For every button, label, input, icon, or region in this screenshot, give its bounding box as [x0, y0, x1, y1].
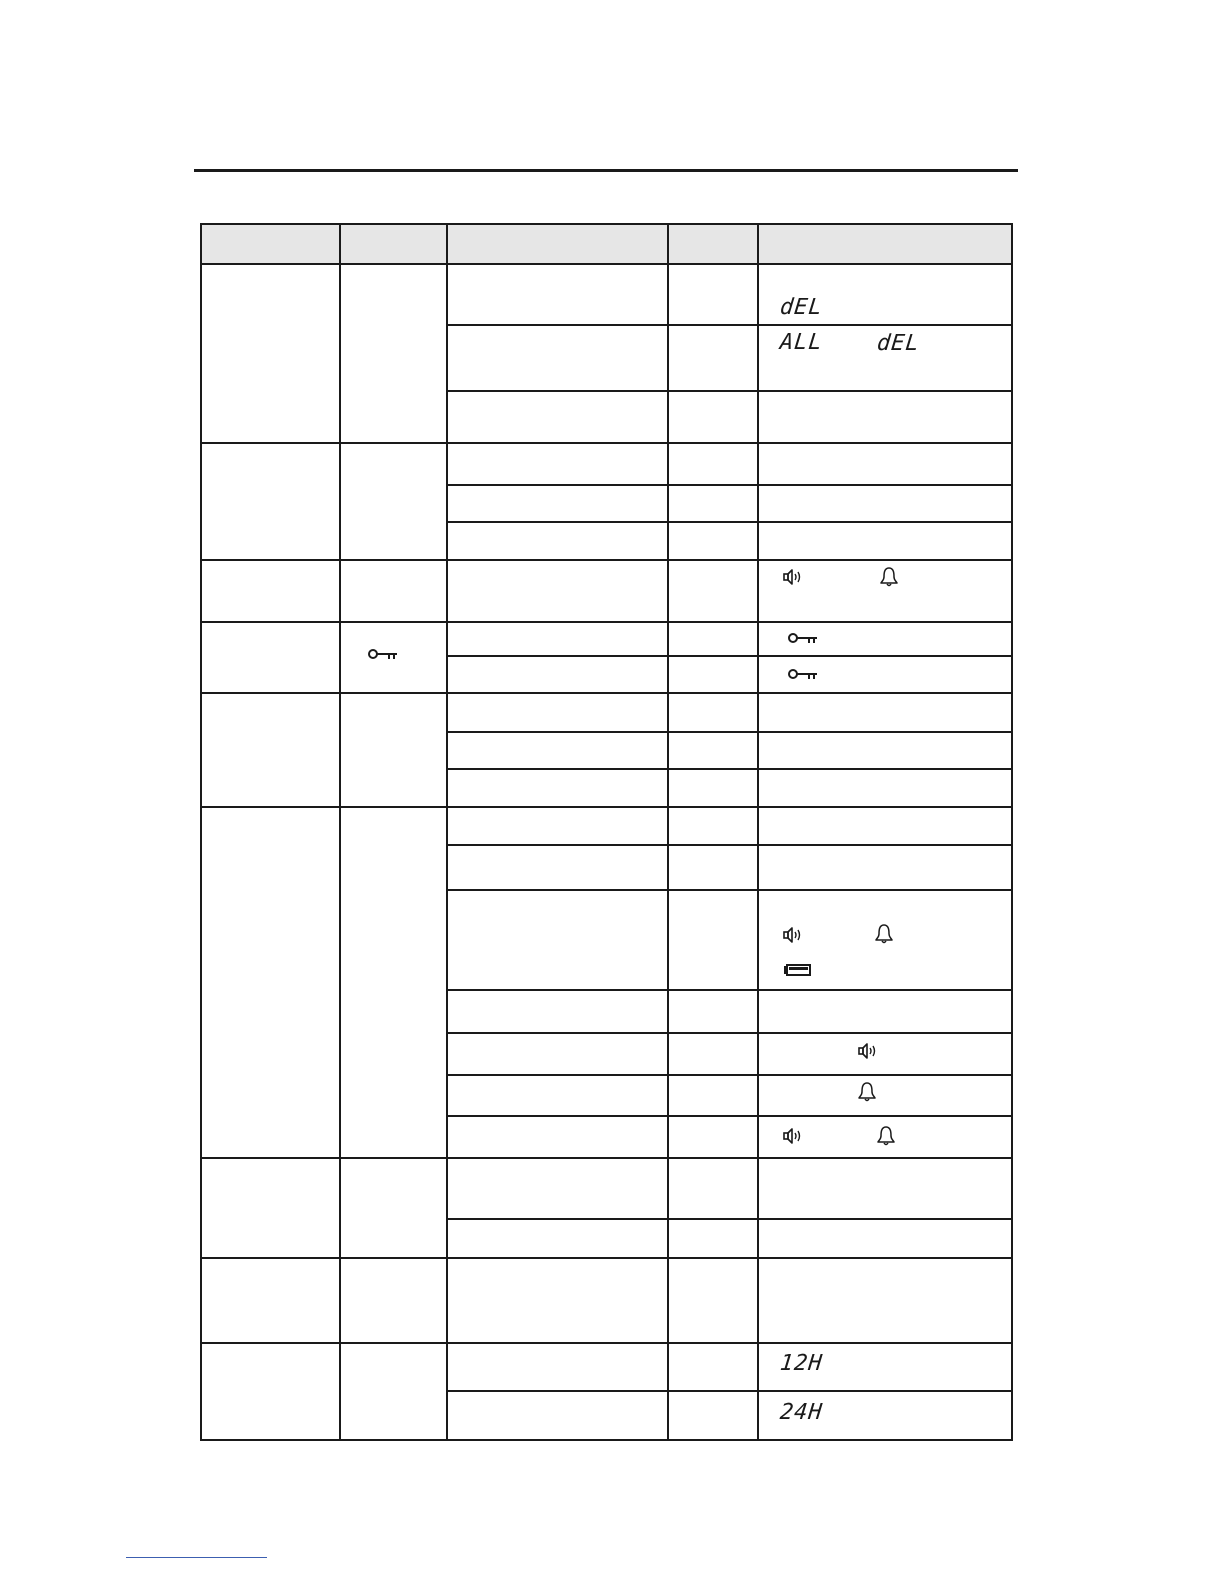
lcd-24h-text: 24H	[778, 1400, 825, 1425]
icon-cell	[876, 1125, 896, 1147]
lcd-cell	[780, 330, 823, 355]
group-divider	[202, 621, 1011, 623]
row-divider	[446, 768, 1011, 770]
key-icon	[788, 667, 818, 681]
icon-cell	[874, 923, 894, 945]
top-rule	[194, 169, 1018, 172]
icon-cell	[368, 647, 398, 661]
icon-cell	[783, 1127, 803, 1145]
lcd-cell	[780, 1400, 823, 1425]
row-divider	[446, 731, 1011, 733]
key-icon	[788, 631, 818, 645]
row-divider	[446, 1390, 1011, 1392]
icon-cell	[788, 631, 818, 645]
row-divider	[446, 655, 1011, 657]
speaker-icon	[858, 1042, 878, 1060]
bell-icon	[857, 1081, 877, 1103]
table-header-row	[202, 225, 1011, 265]
icon-cell	[879, 566, 899, 588]
row-divider	[446, 390, 1011, 392]
row-divider	[446, 1218, 1011, 1220]
battery-icon	[783, 964, 811, 976]
icon-cell	[858, 1042, 878, 1060]
group-divider	[202, 692, 1011, 694]
lcd-cell	[780, 295, 823, 320]
lcd-del-text: dEL	[778, 295, 825, 320]
row-divider	[446, 1032, 1011, 1034]
row-divider	[446, 1115, 1011, 1117]
lcd-cell	[877, 331, 920, 356]
icon-cell	[783, 926, 803, 944]
speaker-icon	[783, 1127, 803, 1145]
row-divider	[446, 989, 1011, 991]
group-divider	[202, 1342, 1011, 1344]
lcd-del-text: dEL	[875, 331, 922, 356]
bell-icon	[879, 566, 899, 588]
group-divider	[202, 806, 1011, 808]
speaker-icon	[783, 926, 803, 944]
group-divider	[202, 1257, 1011, 1259]
lcd-cell	[780, 1351, 823, 1376]
group-divider	[202, 442, 1011, 444]
row-divider	[446, 1074, 1011, 1076]
group-divider	[202, 559, 1011, 561]
icon-cell	[783, 964, 811, 976]
icon-cell	[783, 568, 803, 586]
lcd-all-text: ALL	[778, 330, 825, 355]
footer-link-underline[interactable]	[126, 1557, 267, 1558]
row-divider	[446, 844, 1011, 846]
key-icon	[368, 647, 398, 661]
bell-icon	[874, 923, 894, 945]
row-divider	[446, 484, 1011, 486]
icon-cell	[857, 1081, 877, 1103]
speaker-icon	[783, 568, 803, 586]
function-table	[200, 223, 1013, 1441]
lcd-12h-text: 12H	[778, 1351, 825, 1376]
bell-icon	[876, 1125, 896, 1147]
row-divider	[446, 324, 1011, 326]
row-divider	[446, 521, 1011, 523]
icon-cell	[788, 667, 818, 681]
group-divider	[202, 1157, 1011, 1159]
row-divider	[446, 889, 1011, 891]
